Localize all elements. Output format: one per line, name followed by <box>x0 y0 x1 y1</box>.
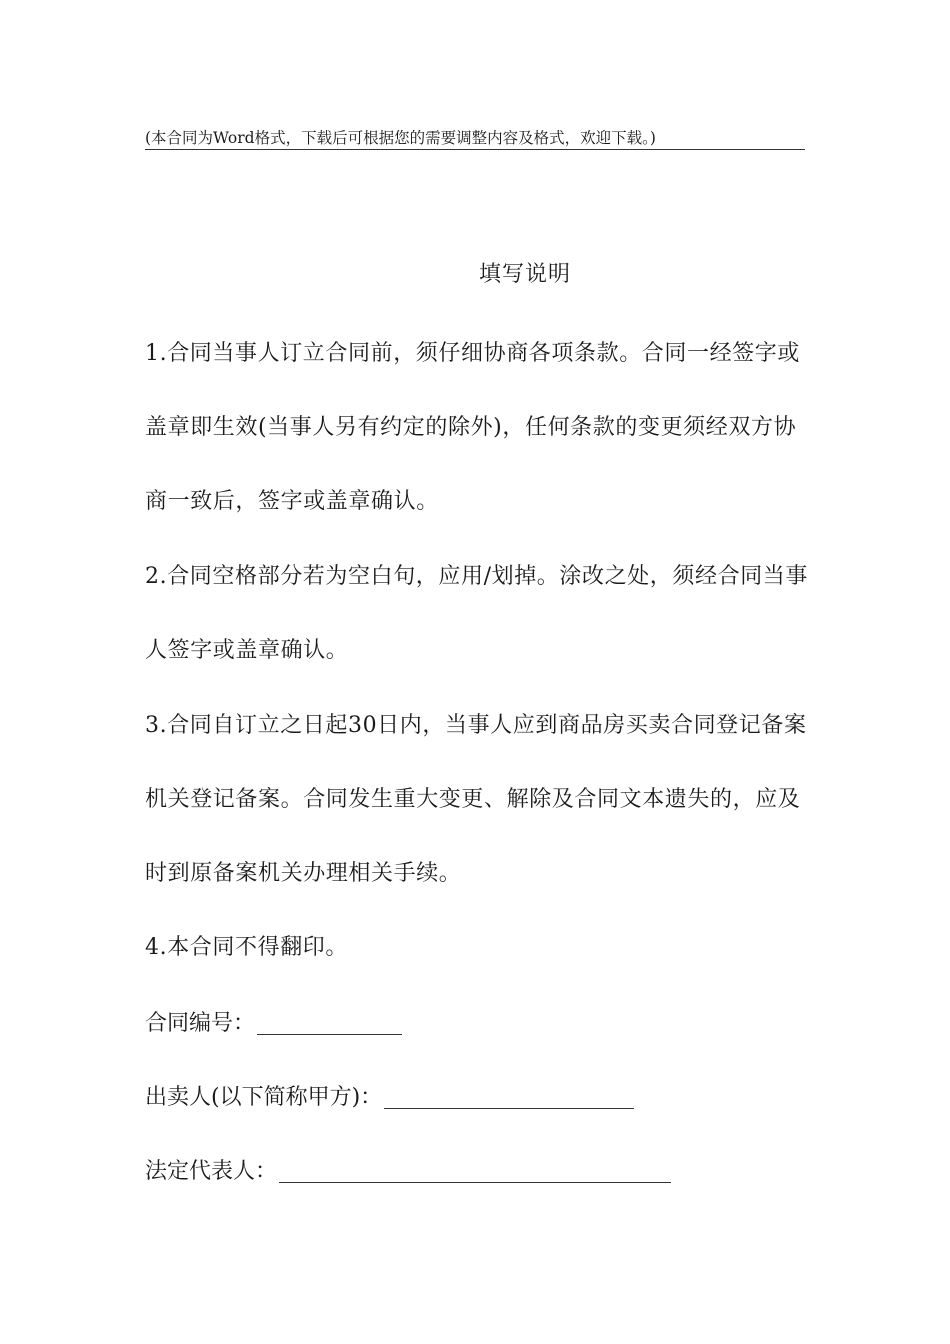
contract-number-blank[interactable] <box>257 1012 402 1035</box>
section-title: 填写说明 <box>478 262 571 287</box>
instruction-paragraph-4: 4.本合同不得翻印。 <box>145 935 348 960</box>
instruction-paragraph-2: 2.合同空格部分若为空白句，应用/划掉。涂改之处，须经合同当事人签字或盖章确认。 <box>145 564 809 663</box>
legal-representative-blank[interactable] <box>279 1160 671 1183</box>
seller-label: 出卖人(以下简称甲方)： <box>145 1085 383 1110</box>
seller-field <box>145 1081 634 1115</box>
legal-representative-label: 法定代表人： <box>145 1159 278 1184</box>
legal-representative-field <box>145 1155 671 1189</box>
instruction-paragraph-1: 1.合同当事人订立合同前，须仔细协商各项条款。合同一经签字或盖章即生效(当事人另有约定的除外)，任何条款的变更须经双方协商一致后，签字或盖章确认。 <box>145 341 800 514</box>
download-notice: (本合同为Word格式，下载后可根据您的需要调整内容及格式，欢迎下载。) <box>145 127 805 150</box>
contract-number-label: 合同编号： <box>145 1011 256 1036</box>
contract-number-field <box>145 1007 402 1041</box>
instruction-paragraph-3: 3.合同自订立之日起30日内，当事人应到商品房买卖合同登记备案机关登记备案。合同发生重大变更、解除及合同文本遗失的，应及时到原备案机关办理相关手续。 <box>145 713 807 886</box>
seller-blank[interactable] <box>384 1086 634 1109</box>
